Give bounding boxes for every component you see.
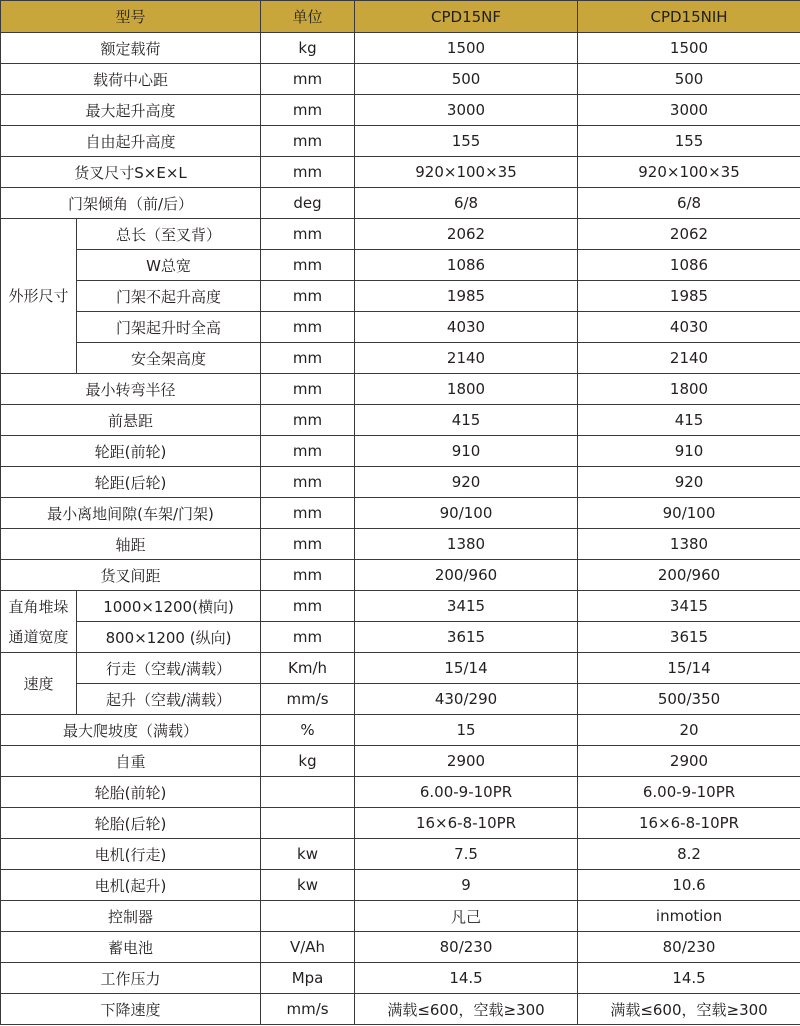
spec-unit: deg xyxy=(261,188,355,219)
spec-value-a: 2140 xyxy=(355,343,578,374)
spec-unit xyxy=(261,777,355,808)
spec-value-a: 1086 xyxy=(355,250,578,281)
spec-value-b: 920×100×35 xyxy=(578,157,800,188)
table-row xyxy=(1,343,800,374)
table-row xyxy=(1,498,800,529)
spec-value-a: 1985 xyxy=(355,281,578,312)
spec-label: 轮胎(后轮) xyxy=(1,808,261,839)
spec-value-b: 16×6-8-10PR xyxy=(578,808,800,839)
spec-label: 轮胎(前轮) xyxy=(1,777,261,808)
spec-unit: mm xyxy=(261,436,355,467)
spec-value-a: 920 xyxy=(355,467,578,498)
spec-label: W总宽 xyxy=(77,250,261,281)
spec-value-b: 4030 xyxy=(578,312,800,343)
spec-unit: mm xyxy=(261,591,355,622)
spec-label: 总长（至叉背） xyxy=(77,219,261,250)
spec-value-a: 3000 xyxy=(355,95,578,126)
spec-unit: mm/s xyxy=(261,994,355,1025)
spec-unit: mm/s xyxy=(261,684,355,715)
spec-value-b: 80/230 xyxy=(578,932,800,963)
spec-unit: V/Ah xyxy=(261,932,355,963)
spec-value-a: 415 xyxy=(355,405,578,436)
spec-unit: Mpa xyxy=(261,963,355,994)
spec-value-b: 15/14 xyxy=(578,653,800,684)
table-row xyxy=(1,250,800,281)
spec-value-a: 满载≤600，空载≥300 xyxy=(355,994,578,1025)
spec-label: 起升（空载/满载） xyxy=(77,684,261,715)
table-row xyxy=(1,622,800,653)
table-row xyxy=(1,33,800,64)
table-row xyxy=(1,839,800,870)
table-row xyxy=(1,932,800,963)
spec-value-a: 16×6-8-10PR xyxy=(355,808,578,839)
spec-value-a: 1800 xyxy=(355,374,578,405)
spec-value-b: 14.5 xyxy=(578,963,800,994)
spec-value-a: 80/230 xyxy=(355,932,578,963)
spec-value-b: 1800 xyxy=(578,374,800,405)
spec-label: 800×1200 (纵向) xyxy=(77,622,261,653)
header-model-b: CPD15NIH xyxy=(578,1,800,33)
table-row xyxy=(1,126,800,157)
spec-unit: mm xyxy=(261,622,355,653)
spec-unit: mm xyxy=(261,467,355,498)
spec-value-b: 920 xyxy=(578,467,800,498)
spec-label: 下降速度 xyxy=(1,994,261,1025)
table-row xyxy=(1,405,800,436)
spec-unit: mm xyxy=(261,219,355,250)
spec-value-b: 1086 xyxy=(578,250,800,281)
header-row xyxy=(1,1,800,33)
spec-value-a: 15 xyxy=(355,715,578,746)
table-row xyxy=(1,436,800,467)
table-row xyxy=(1,901,800,932)
spec-value-a: 3615 xyxy=(355,622,578,653)
spec-unit: mm xyxy=(261,312,355,343)
header-model: 型号 xyxy=(1,1,261,33)
spec-unit: mm xyxy=(261,64,355,95)
table-row xyxy=(1,653,800,684)
aisle-label-line2: 通道宽度 xyxy=(8,627,69,646)
spec-unit: mm xyxy=(261,95,355,126)
spec-value-b: 3415 xyxy=(578,591,800,622)
spec-value-b: 200/960 xyxy=(578,560,800,591)
spec-value-b: 满载≤600，空载≥300 xyxy=(578,994,800,1025)
spec-label: 载荷中心距 xyxy=(1,64,261,95)
spec-unit: kg xyxy=(261,746,355,777)
spec-unit: mm xyxy=(261,560,355,591)
spec-value-b: 20 xyxy=(578,715,800,746)
table-row xyxy=(1,870,800,901)
aisle-label-line1: 直角堆垛 xyxy=(8,597,69,616)
spec-label: 门架起升时全高 xyxy=(77,312,261,343)
spec-label: 最小离地间隙(车架/门架) xyxy=(1,498,261,529)
table-row xyxy=(1,746,800,777)
spec-label: 最大爬坡度（满载） xyxy=(1,715,261,746)
spec-value-b: 155 xyxy=(578,126,800,157)
table-row xyxy=(1,963,800,994)
table-row xyxy=(1,684,800,715)
spec-value-a: 凡己 xyxy=(355,901,578,932)
table-row xyxy=(1,281,800,312)
spec-value-a: 3415 xyxy=(355,591,578,622)
spec-value-a: 6/8 xyxy=(355,188,578,219)
table-row xyxy=(1,95,800,126)
table-row xyxy=(1,188,800,219)
table-row xyxy=(1,374,800,405)
spec-value-b: 2140 xyxy=(578,343,800,374)
spec-unit: mm xyxy=(261,126,355,157)
spec-label: 工作压力 xyxy=(1,963,261,994)
spec-value-a: 500 xyxy=(355,64,578,95)
spec-value-a: 2062 xyxy=(355,219,578,250)
spec-value-b: inmotion xyxy=(578,901,800,932)
spec-label: 门架不起升高度 xyxy=(77,281,261,312)
spec-value-a: 15/14 xyxy=(355,653,578,684)
spec-value-b: 415 xyxy=(578,405,800,436)
table-row xyxy=(1,808,800,839)
table-row xyxy=(1,64,800,95)
table-row xyxy=(1,777,800,808)
spec-value-a: 7.5 xyxy=(355,839,578,870)
spec-value-a: 90/100 xyxy=(355,498,578,529)
spec-value-a: 2900 xyxy=(355,746,578,777)
spec-unit xyxy=(261,808,355,839)
spec-unit: kg xyxy=(261,33,355,64)
spec-label: 轮距(前轮) xyxy=(1,436,261,467)
spec-value-b: 2900 xyxy=(578,746,800,777)
spec-value-a: 920×100×35 xyxy=(355,157,578,188)
spec-value-b: 1985 xyxy=(578,281,800,312)
spec-label: 额定载荷 xyxy=(1,33,261,64)
table-row xyxy=(1,560,800,591)
spec-value-b: 6.00-9-10PR xyxy=(578,777,800,808)
spec-value-b: 910 xyxy=(578,436,800,467)
spec-label: 轴距 xyxy=(1,529,261,560)
spec-value-b: 3615 xyxy=(578,622,800,653)
table-row xyxy=(1,312,800,343)
spec-value-b: 10.6 xyxy=(578,870,800,901)
spec-value-a: 4030 xyxy=(355,312,578,343)
aisle-group-label xyxy=(1,591,77,653)
spec-value-a: 6.00-9-10PR xyxy=(355,777,578,808)
spec-unit: Km/h xyxy=(261,653,355,684)
spec-label: 电机(行走) xyxy=(1,839,261,870)
spec-value-a: 14.5 xyxy=(355,963,578,994)
spec-label: 自重 xyxy=(1,746,261,777)
spec-label: 安全架高度 xyxy=(77,343,261,374)
spec-value-b: 90/100 xyxy=(578,498,800,529)
table-row xyxy=(1,994,800,1025)
table-row xyxy=(1,529,800,560)
spec-value-a: 430/290 xyxy=(355,684,578,715)
spec-unit: mm xyxy=(261,529,355,560)
outer-dims-group-label: 外形尺寸 xyxy=(1,219,77,374)
spec-label: 自由起升高度 xyxy=(1,126,261,157)
spec-unit: mm xyxy=(261,498,355,529)
spec-label: 蓄电池 xyxy=(1,932,261,963)
header-unit: 单位 xyxy=(261,1,355,33)
table-row xyxy=(1,715,800,746)
spec-label: 最小转弯半径 xyxy=(1,374,261,405)
spec-unit xyxy=(261,901,355,932)
spec-value-b: 8.2 xyxy=(578,839,800,870)
table-body xyxy=(1,33,800,1025)
spec-value-a: 9 xyxy=(355,870,578,901)
spec-unit: kw xyxy=(261,839,355,870)
spec-unit: mm xyxy=(261,343,355,374)
speed-group-label: 速度 xyxy=(1,653,77,715)
spec-value-a: 1380 xyxy=(355,529,578,560)
spec-label: 1000×1200(横向) xyxy=(77,591,261,622)
table-row xyxy=(1,591,800,622)
spec-label: 行走（空载/满载） xyxy=(77,653,261,684)
spec-value-a: 200/960 xyxy=(355,560,578,591)
spec-unit: mm xyxy=(261,281,355,312)
spec-unit: mm xyxy=(261,157,355,188)
spec-unit: mm xyxy=(261,405,355,436)
spec-value-b: 500 xyxy=(578,64,800,95)
table-row xyxy=(1,219,800,250)
spec-value-a: 910 xyxy=(355,436,578,467)
spec-label: 门架倾角（前/后） xyxy=(1,188,261,219)
table-row xyxy=(1,467,800,498)
spec-label: 货叉尺寸S×E×L xyxy=(1,157,261,188)
table-row xyxy=(1,157,800,188)
spec-unit: mm xyxy=(261,250,355,281)
spec-label: 轮距(后轮) xyxy=(1,467,261,498)
spec-label: 电机(起升) xyxy=(1,870,261,901)
spec-value-b: 3000 xyxy=(578,95,800,126)
spec-value-b: 1500 xyxy=(578,33,800,64)
spec-value-a: 1500 xyxy=(355,33,578,64)
spec-label: 最大起升高度 xyxy=(1,95,261,126)
spec-unit: % xyxy=(261,715,355,746)
header-model-a: CPD15NF xyxy=(355,1,578,33)
spec-label: 控制器 xyxy=(1,901,261,932)
spec-value-b: 6/8 xyxy=(578,188,800,219)
spec-unit: mm xyxy=(261,374,355,405)
spec-value-b: 500/350 xyxy=(578,684,800,715)
spec-label: 前悬距 xyxy=(1,405,261,436)
spec-label: 货叉间距 xyxy=(1,560,261,591)
spec-value-b: 1380 xyxy=(578,529,800,560)
spec-unit: kw xyxy=(261,870,355,901)
spec-value-a: 155 xyxy=(355,126,578,157)
spec-value-b: 2062 xyxy=(578,219,800,250)
